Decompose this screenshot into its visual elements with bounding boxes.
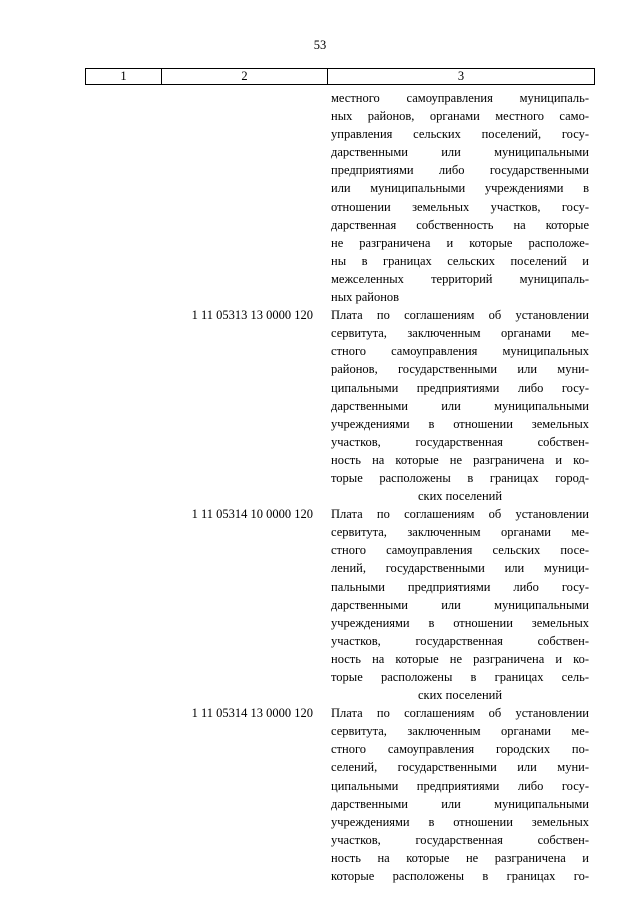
table-cell-col-1 xyxy=(85,89,161,306)
description-line: сервитута, заключенным органами ме- xyxy=(331,326,589,341)
description-line: учреждениями в отношении земельных xyxy=(331,416,589,431)
description-line: стного самоуправления городских по- xyxy=(331,742,589,757)
description-line: ность на которые не разграничена и ко- xyxy=(331,651,589,666)
table-header-col-1: 1 xyxy=(86,69,162,84)
page-number: 53 xyxy=(313,38,327,52)
description-line: ность на которые не разграничена и ко- xyxy=(331,452,589,467)
description-line: или муниципальными учреждениями в xyxy=(331,181,589,196)
table-row xyxy=(85,704,595,885)
description-line: ских поселений xyxy=(417,489,503,504)
description-line: ность на которые не разграничена и xyxy=(331,850,589,865)
description-line: районов, государственными или муни- xyxy=(331,362,589,377)
budget-code: 1 11 05314 13 0000 120 xyxy=(191,706,313,721)
table-body xyxy=(85,89,595,885)
revenue-description xyxy=(327,89,589,306)
description-line: ны в границах сельских поселений и xyxy=(331,253,589,268)
description-line: ципальными предприятиями либо госу- xyxy=(331,778,589,793)
revenue-description xyxy=(327,704,589,885)
revenue-description xyxy=(327,505,589,704)
description-line: ных районов xyxy=(331,290,400,305)
description-line: предприятиями либо государственными xyxy=(331,163,589,178)
budget-code: 1 11 05314 10 0000 120 xyxy=(191,507,313,522)
table-header-row xyxy=(85,68,595,85)
description-line: дарственными или муниципальными xyxy=(331,597,589,612)
table-header-col-2: 2 xyxy=(162,69,328,84)
description-line: сервитута, заключенным органами ме- xyxy=(331,525,589,540)
description-line: дарственными или муниципальными xyxy=(331,796,589,811)
description-line: стного самоуправления муниципальных xyxy=(331,344,589,359)
description-line: межселенных территорий муниципаль- xyxy=(331,271,589,286)
description-line: торые расположены в границах сель- xyxy=(331,670,589,684)
table-row xyxy=(85,306,595,505)
description-line: лений, государственными или муници- xyxy=(331,561,589,576)
table-header-col-3: 3 xyxy=(457,69,465,83)
table-cell-col-1 xyxy=(85,704,161,885)
description-line: местного самоуправления муниципаль- xyxy=(331,91,589,105)
description-line: отношении земельных участков, госу- xyxy=(331,199,589,214)
description-line: пальными предприятиями либо госу- xyxy=(331,579,589,594)
description-line: Плата по соглашениям об установлении xyxy=(331,507,589,522)
description-line: учреждениями в отношении земельных xyxy=(331,814,589,829)
table-row xyxy=(85,89,595,306)
description-line: которые расположены в границах го- xyxy=(331,869,589,884)
description-line: управления сельских поселений, госу- xyxy=(331,127,589,142)
description-line: участков, государственная собствен- xyxy=(331,633,589,648)
description-line: участков, государственная собствен- xyxy=(331,434,589,449)
description-line: дарственными или муниципальными xyxy=(331,398,589,413)
description-line: участков, государственная собствен- xyxy=(331,832,589,847)
description-line: торые расположены в границах город- xyxy=(331,470,589,485)
description-line: учреждениями в отношении земельных xyxy=(331,615,589,630)
description-line: ских поселений xyxy=(417,688,503,703)
description-line: Плата по соглашениям об установлении xyxy=(331,706,589,721)
description-line: дарственная собственность на которые xyxy=(331,217,589,232)
description-line: дарственными или муниципальными xyxy=(331,145,589,160)
budget-code: 1 11 05313 13 0000 120 xyxy=(191,308,313,323)
table-cell-col-1 xyxy=(85,505,161,704)
description-line: ных районов, органами местного само- xyxy=(331,109,589,124)
revenue-description xyxy=(327,306,589,505)
budget-code xyxy=(161,89,327,306)
table-row xyxy=(85,505,595,704)
description-line: ципальными предприятиями либо госу- xyxy=(331,380,589,395)
description-line: сервитута, заключенным органами ме- xyxy=(331,724,589,739)
description-line: стного самоуправления сельских посе- xyxy=(331,543,589,558)
description-line: не разграничена и которые расположе- xyxy=(331,235,589,250)
table-cell-col-1 xyxy=(85,306,161,505)
description-line: селений, государственными или муни- xyxy=(331,760,589,775)
description-line: Плата по соглашениям об установлении xyxy=(331,308,589,323)
